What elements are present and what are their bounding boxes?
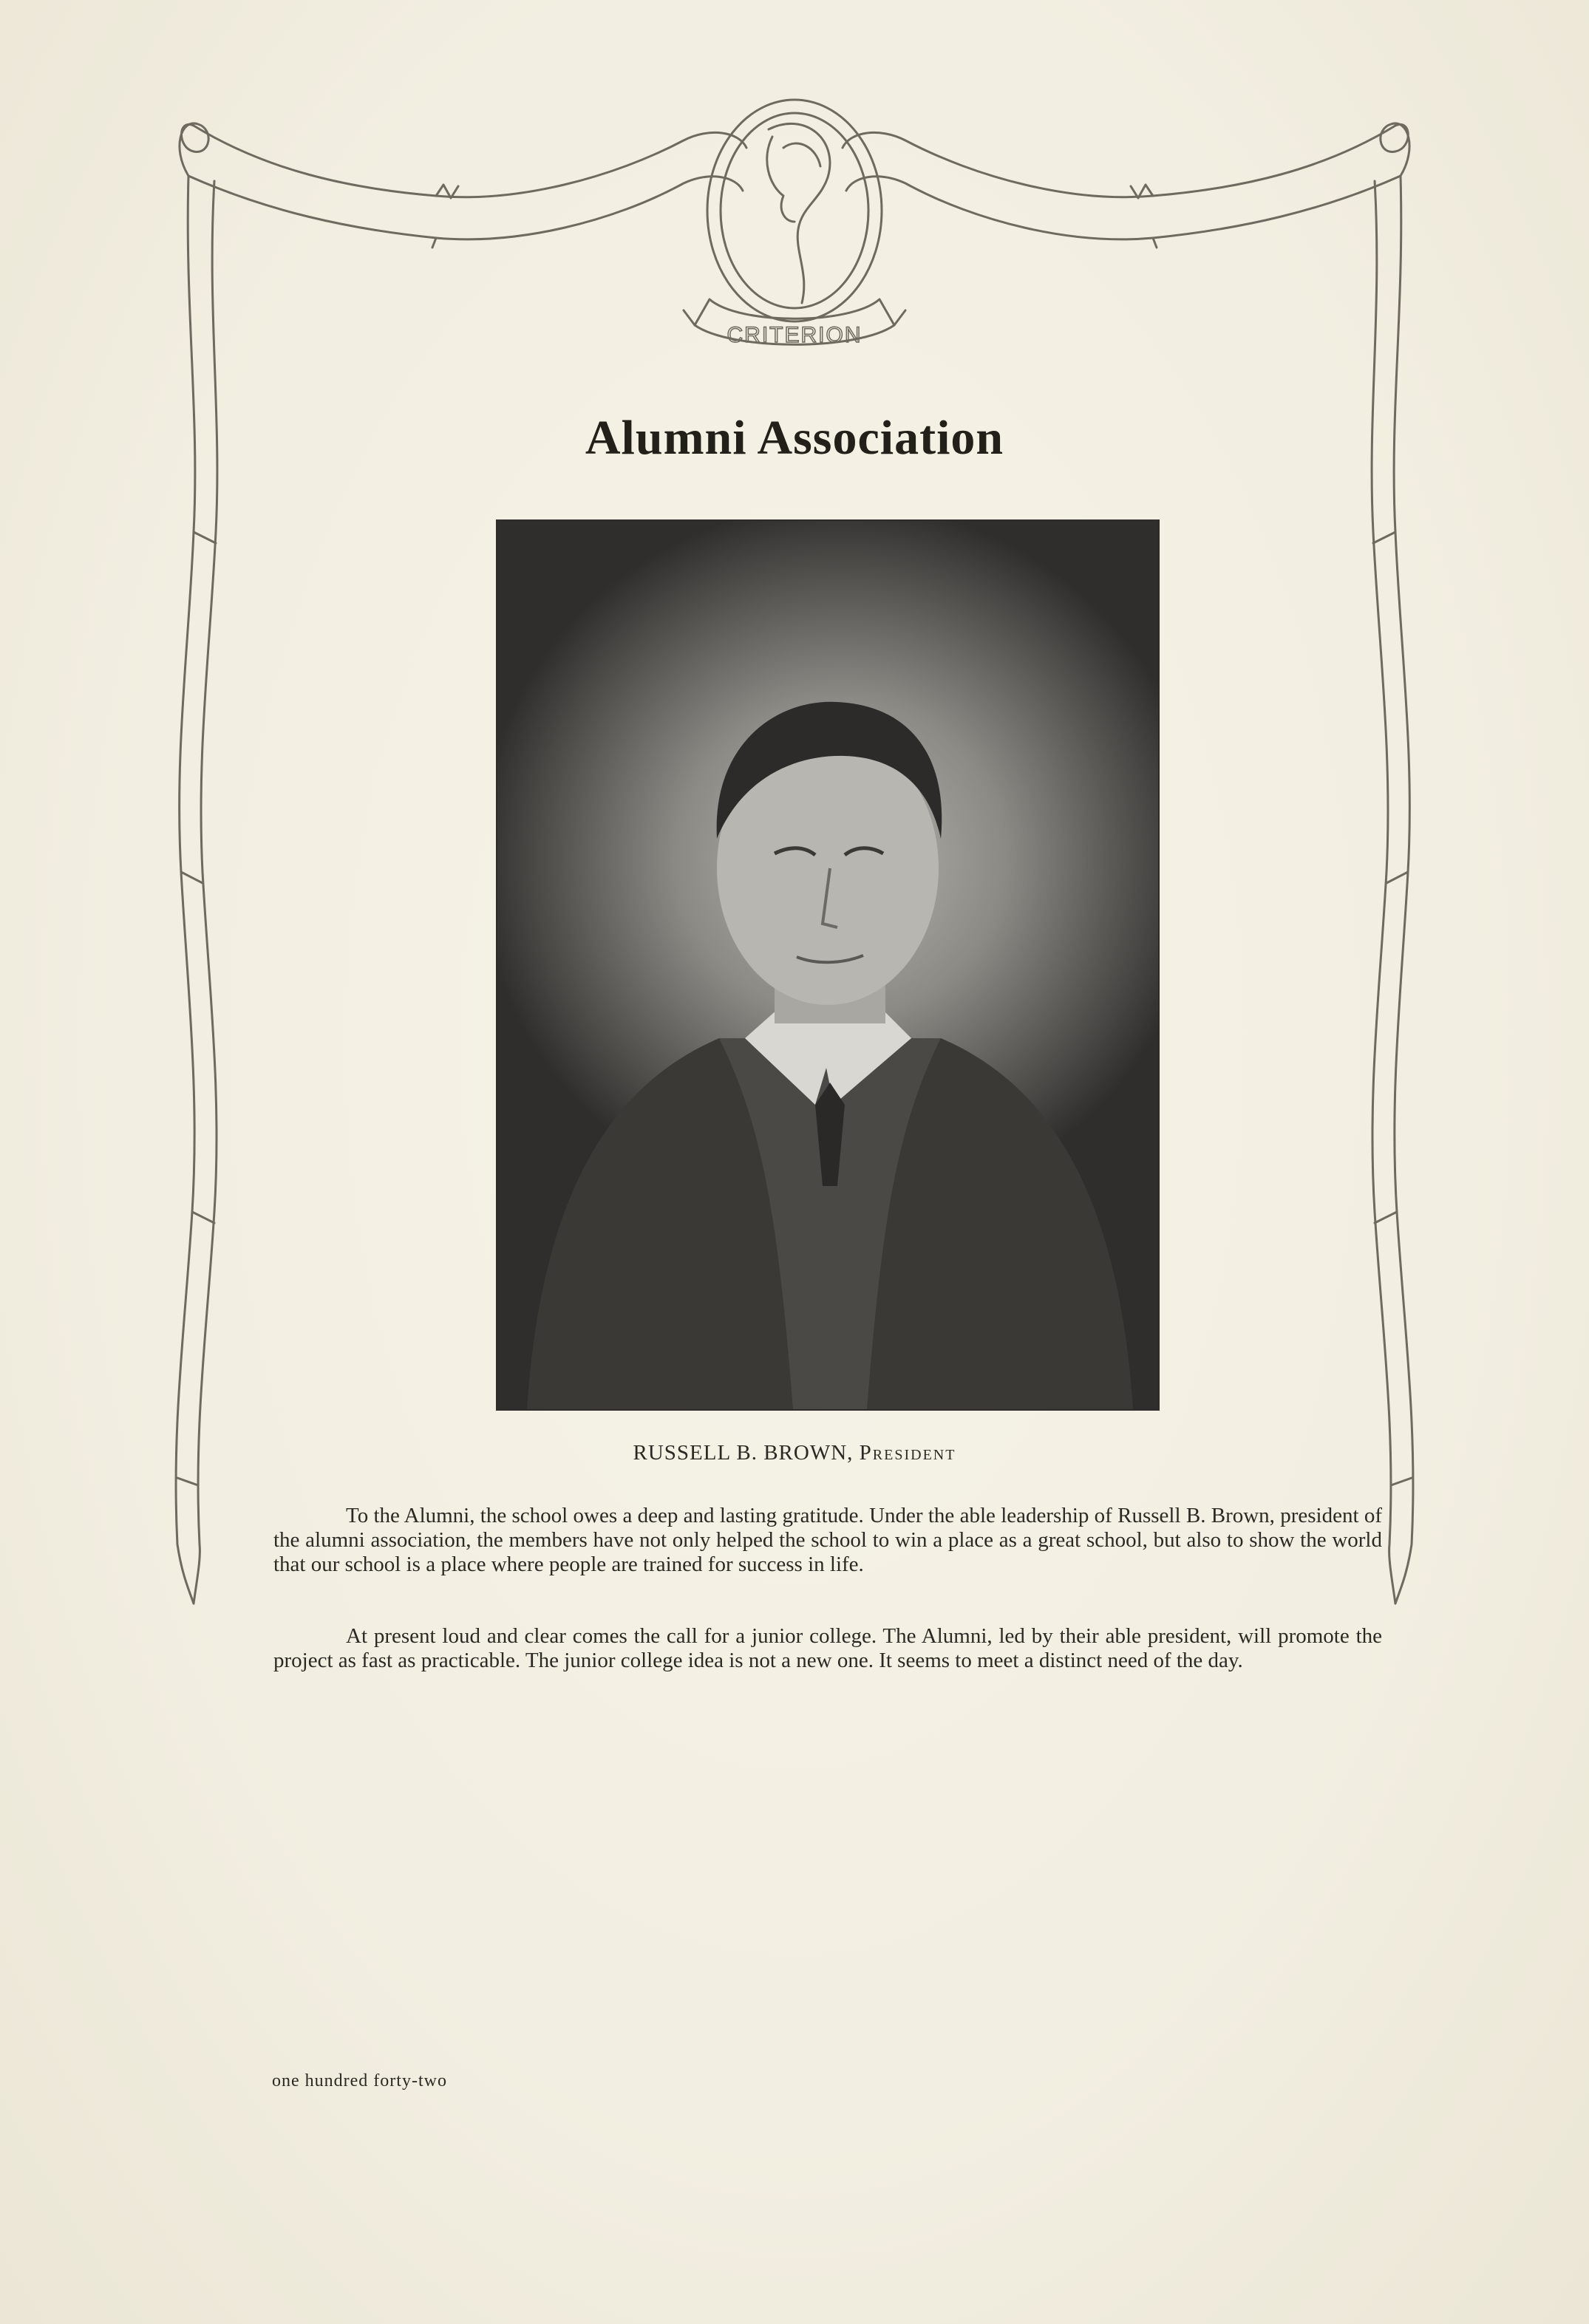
page-title: Alumni Association: [585, 411, 1004, 465]
president-portrait: [497, 521, 1158, 1409]
caption-name: RUSSELL B. BROWN,: [633, 1441, 854, 1465]
body-paragraph-1: To the Alumni, the school owes a deep and lasting gratitude. Under the able leadership of Russell B. Brown, president of the alumni association, the members have not only helped the school to win a place as a great school, but also to show the world that our school is a place where people are trained for success in life.: [273, 1504, 1382, 1576]
body-paragraph-2: At present loud and clear comes the call for a junior college. The Alumni, led by their able president, will promote the project as fast as practicable. The junior college idea is not a new one. It seems to meet a distinct need of the day.: [273, 1624, 1382, 1672]
caption-role: President: [859, 1441, 956, 1465]
page-number: one hundred forty-two: [272, 2071, 447, 2090]
crest-banner-text: CRITERION: [727, 323, 862, 347]
portrait-caption: [0, 1441, 1589, 1465]
portrait-figure: [497, 521, 1158, 1409]
